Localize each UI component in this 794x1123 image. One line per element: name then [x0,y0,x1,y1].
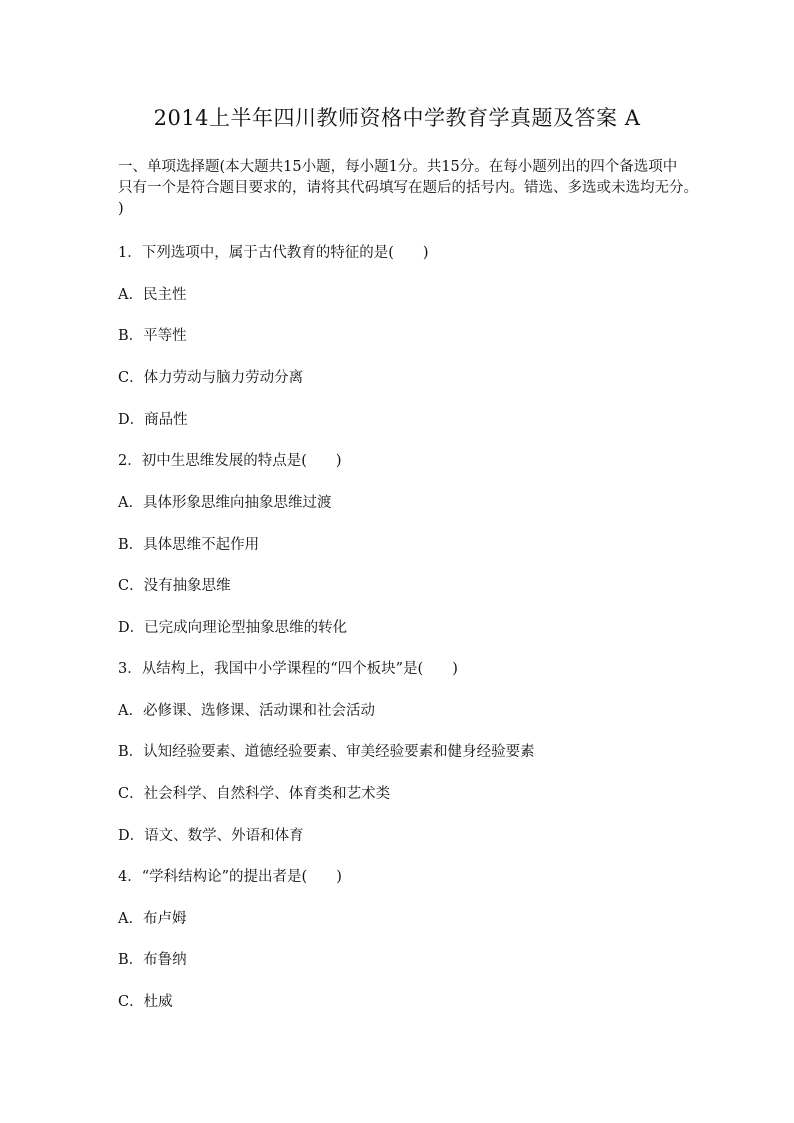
question-option: B．布鲁纳 [118,952,187,968]
question-option: C．杜威 [118,994,173,1010]
question-option: C．体力劳动与脑力劳动分离 [118,370,304,386]
question-option: D．已完成向理论型抽象思维的转化 [118,620,348,636]
question-option: A．民主性 [118,287,187,303]
question-option: B．平等性 [118,328,187,344]
document-title: 2014上半年四川教师资格中学教育学真题及答案 A [153,106,641,130]
section-intro [118,157,698,220]
question-stem: 2．初中生思维发展的特点是( ) [118,453,342,469]
question-option: D．语文、数学、外语和体育 [118,828,304,844]
question-option: C．社会科学、自然科学、体育类和艺术类 [118,786,391,802]
question-option: B．认知经验要素、道德经验要素、审美经验要素和健身经验要素 [118,744,535,760]
section-intro-line: 只有一个是符合题目要求的，请将其代码填写在题后的括号内。错选、多选或未选均无分。 [118,180,698,196]
question-option: D．商品性 [118,412,188,428]
question-option: B．具体思维不起作用 [118,537,260,553]
question-stem: 3．从结构上，我国中小学课程的“四个板块”是( ) [118,661,458,677]
question-stem: 1．下列选项中，属于古代教育的特征的是( ) [118,245,429,261]
section-intro-line: ) [118,201,124,217]
question-stem: 4．“学科结构论”的提出者是( ) [118,869,342,885]
question-option: A．布卢姆 [118,911,187,927]
question-option: A．必修课、选修课、活动课和社会活动 [118,703,375,719]
question-option: C．没有抽象思维 [118,578,231,594]
question-option: A．具体形象思维向抽象思维过渡 [118,495,332,511]
section-intro-line: 一、单项选择题(本大题共15小题，每小题1分。共15分。在每小题列出的四个备选项中 [118,159,678,175]
